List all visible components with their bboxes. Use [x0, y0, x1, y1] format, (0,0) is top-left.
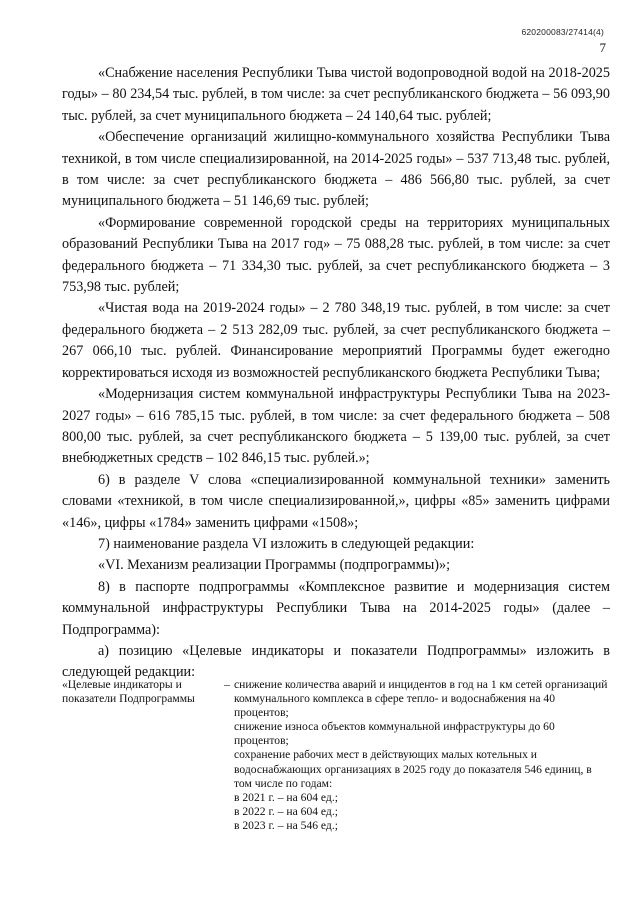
page-number: 7	[599, 40, 606, 55]
paragraph-water-supply: «Снабжение населения Республики Тыва чистой водопроводной водой на 2018-2025 годы» – 80 234,54 тыс. рублей, в том числе: за счет республиканского бюджета – 56 093,90 тыс. рублей, за счет муниципального бюджета – 24 140,64 тыс. рублей;	[62, 65, 610, 124]
indicator-values	[234, 678, 610, 833]
paragraph-modernization: «Модернизация систем коммунальной инфраструктуры Республики Тыва на 2023-2027 годы» – 616 785,15 тыс. рублей, в том числе: за счет федерального бюджета – 508 800,00 тыс. рублей, за счет республиканского бюджета – 5 139,00 тыс. рублей, за счет внебюджетных средств – 102 846,15 тыс. рублей.»;	[62, 386, 610, 467]
indicator-row	[62, 678, 610, 833]
paragraph-clean-water: «Чистая вода на 2019-2024 годы» – 2 780 348,19 тыс. рублей, в том числе: за счет федерального бюджета – 2 513 282,09 тыс. рублей, за счет республиканского бюджета – 267 066,10 тыс. рублей. Финансирование мероприятий Программы будет ежегодно корректироваться исходя из возможностей республиканского бюджета Республики Тыва;	[62, 300, 610, 381]
section-vi-heading: «VI. Механизм реализации Программы (подпрограммы)»;	[98, 557, 451, 574]
indicator-item-2022: в 2022 г. – на 604 ед.;	[234, 804, 338, 818]
indicator-item-wear: снижение износа объектов коммунальной инфраструктуры до 60 процентов;	[234, 720, 555, 748]
paragraph-housing-equipment: «Обеспечение организаций жилищно-коммунального хозяйства Республики Тыва техникой, в том числе специализированной, на 2014-2025 годы» – 537 713,48 тыс. рублей, в том числе: за счет республиканского бюджета – 486 566,80 тыс. рублей, за счет муниципального бюджета – 51 146,69 тыс. рублей;	[62, 129, 610, 210]
paragraph-item-7: 7) наименование раздела VI изложить в следующей редакции:	[98, 535, 475, 552]
indicator-dash: –	[224, 678, 230, 691]
indicator-table	[62, 678, 610, 833]
document-code: 620200083/27414(4)	[521, 27, 604, 37]
paragraph-item-a: а) позицию «Целевые индикаторы и показатели Подпрограммы» изложить в следующей редакции:	[62, 642, 610, 681]
paragraph-item-8: 8) в паспорте подпрограммы «Комплексное развитие и модернизация систем коммунальной инфраструктуры Республики Тыва на 2014-2025 годы» (далее – Подпрограмма):	[62, 578, 610, 638]
indicator-label: «Целевые индикаторы и показатели Подпрограммы	[62, 678, 195, 706]
paragraph-urban-environment: «Формирование современной городской среды на территориях муниципальных образований Республики Тыва на 2017 год» – 75 088,28 тыс. рублей, в том числе: за счет федерального бюджета – 71 334,30 тыс. рублей, за счет республиканского бюджета – 3 753,98 тыс. рублей;	[62, 214, 610, 296]
indicator-item-2023: в 2023 г. – на 546 ед.;	[234, 818, 338, 832]
paragraph-item-6: 6) в разделе V слова «специализированной коммунальной техники» заменить словами «техникой, в том числе специализированной,», цифры «85» заменить цифрами «146», цифры «1784» заменить цифрами «1508»;	[62, 471, 610, 531]
document-body	[62, 63, 610, 684]
indicator-item-jobs: сохранение рабочих мест в действующих малых котельных и водоснабжающих организациях в 2025 году до показателя 546 единиц, в том числе по годам:	[234, 748, 592, 790]
indicator-item-2021: в 2021 г. – на 604 ед.;	[234, 790, 338, 804]
indicator-item-accidents: снижение количества аварий и инцидентов в год на 1 км сетей организаций коммунального комплекса в сфере тепло- и водоснабжения на 40 процентов;	[234, 678, 608, 720]
